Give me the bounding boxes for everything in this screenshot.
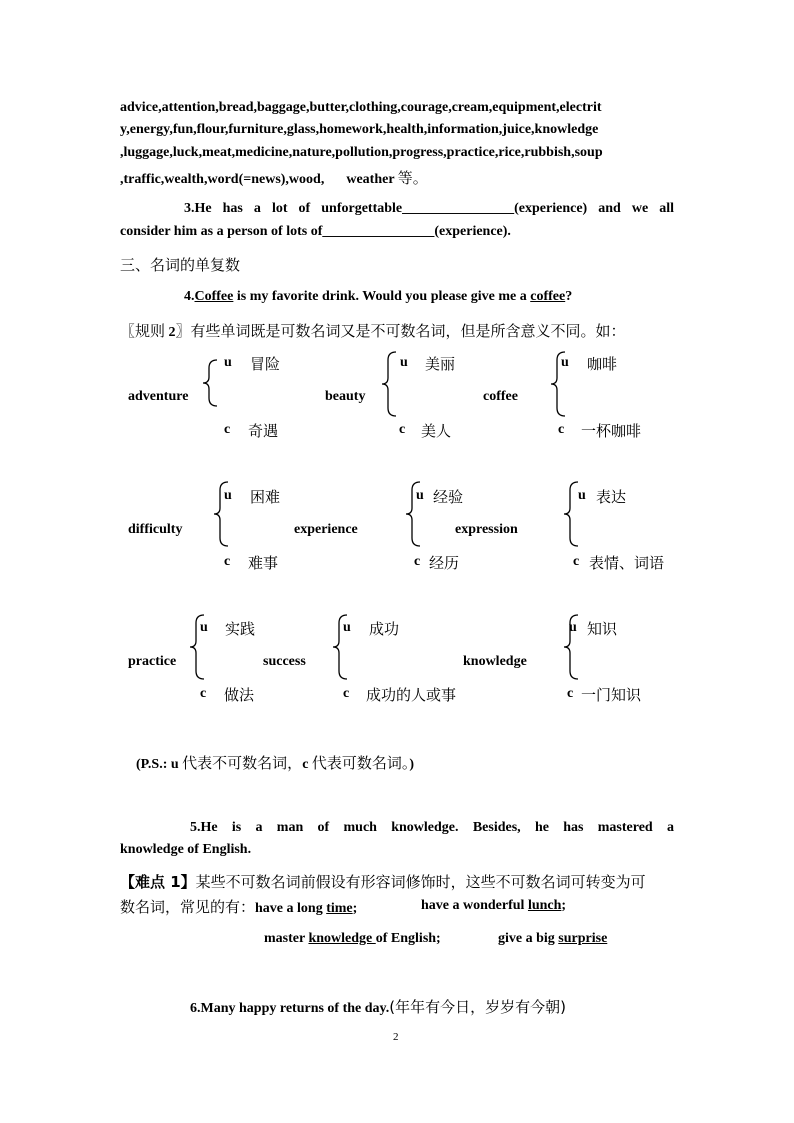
ex3-underlined: knowledge (308, 931, 376, 946)
practice-u-label: u (200, 620, 208, 635)
difficulty-c-meaning: 难事 (248, 554, 279, 572)
noun-list-line-3: ,luggage,luck,meat,medicine,nature,pollution,progress,practice,rice,rubbish,soup (120, 145, 603, 160)
rule-2-bracket-open: 〖规则 (120, 322, 166, 340)
ex2-a: have a wonderful (421, 898, 528, 913)
ex4-underlined: surprise (558, 931, 608, 946)
q5-line-2: knowledge of English. (120, 842, 252, 857)
coffee-u-meaning: 咖啡 (587, 355, 618, 373)
ex1-b: ; (352, 901, 358, 916)
ps-prefix: (P.S.: u (136, 757, 183, 772)
ps-mid: c (302, 757, 312, 772)
difficulty-u-label: u (224, 488, 232, 503)
q6 (190, 996, 566, 1017)
word-difficulty: difficulty (128, 522, 183, 537)
beauty-c-meaning: 美人 (421, 422, 452, 440)
word-expression: expression (455, 522, 518, 537)
coffee-c-label: c (558, 422, 565, 437)
word-experience: experience (294, 522, 358, 537)
ex1-underlined: time (326, 901, 353, 916)
q6-cn: (年年有今日，岁岁有今朝) (389, 998, 566, 1016)
practice-c-label: c (200, 686, 207, 701)
q4-end: ? (565, 289, 573, 304)
ps-end: ) (409, 757, 415, 772)
ps-text-2: 代表可数名词。 (311, 754, 410, 772)
q6-en: 6.Many happy returns of the day. (190, 1001, 390, 1016)
ex3-b: of English; (375, 931, 441, 946)
word-knowledge: knowledge (463, 654, 527, 669)
experience-u-label: u (416, 488, 424, 503)
q3-line1-blank: ________________ (402, 201, 515, 216)
q4-sentence (184, 289, 572, 305)
q3-line-2 (120, 224, 511, 240)
beauty-u-meaning: 美丽 (425, 355, 456, 373)
q4-coffee-2: coffee (530, 289, 566, 304)
difficulty-1 (120, 871, 646, 892)
knowledge-u-meaning: 知识 (587, 620, 618, 638)
page-number: 2 (393, 1031, 399, 1043)
example-3 (264, 931, 441, 947)
adventure-c-meaning: 奇遇 (248, 422, 279, 440)
expression-c-label: c (573, 554, 580, 569)
q3-line2-blank: ________________ (322, 224, 435, 239)
rule-2-text: 有些单词既是可数名词又是不可数名词，但是所含意义不同。如： (190, 322, 626, 340)
practice-u-meaning: 实践 (225, 620, 256, 638)
success-c-meaning: 成功的人或事 (366, 686, 457, 704)
experience-c-meaning: 经历 (429, 554, 460, 572)
word-coffee: coffee (483, 389, 518, 404)
rule-2-bracket-close: 〗 (175, 322, 191, 340)
word-success: success (263, 654, 306, 669)
success-u-label: u (343, 620, 351, 635)
noun-list-line-4 (120, 167, 428, 188)
noun-list-line-1: advice,attention,bread,baggage,butter,clothing,courage,cream,equipment,electrit (120, 100, 602, 115)
knowledge-u-label: u (569, 620, 577, 635)
beauty-u-label: u (400, 355, 408, 370)
expression-u-meaning: 表达 (596, 488, 627, 506)
example-4 (498, 931, 607, 947)
ps-note (136, 752, 414, 773)
success-c-label: c (343, 686, 350, 701)
experience-u-meaning: 经验 (433, 488, 464, 506)
ex3-a: master (264, 931, 309, 946)
expression-c-meaning: 表情、词语 (589, 554, 665, 572)
adventure-u-label: u (224, 355, 232, 370)
difficulty-1-text: 某些不可数名词前假设有形容词修饰时，这些不可数名词可转变为可 (195, 873, 646, 891)
word-practice: practice (128, 654, 177, 669)
knowledge-c-label: c (567, 686, 574, 701)
noun-list-line-2: y,energy,fun,flour,furniture,glass,homework,health,information,juice,knowledge (120, 122, 599, 137)
section-heading: 三、名词的单复数 (120, 256, 241, 274)
brace-icon (201, 358, 221, 408)
adventure-u-meaning: 冒险 (250, 355, 281, 373)
example-2 (421, 898, 566, 914)
brace-icon (380, 350, 400, 418)
beauty-c-label: c (399, 422, 406, 437)
noun-list-line-4-a: ,traffic,wealth,word(=news),wood, (120, 172, 325, 187)
experience-c-label: c (414, 554, 421, 569)
rule-2-num: 2 (165, 325, 176, 340)
q4-prefix: 4. (184, 289, 195, 304)
word-adventure: adventure (128, 389, 189, 404)
q3-line1-b: (experience) and we all (514, 201, 674, 216)
difficulty-u-meaning: 困难 (250, 488, 281, 506)
difficulty-1-line-2 (120, 896, 357, 917)
practice-c-meaning: 做法 (224, 686, 255, 704)
knowledge-c-meaning: 一门知识 (581, 686, 642, 704)
coffee-c-meaning: 一杯咖啡 (581, 422, 642, 440)
rule-2 (120, 320, 626, 341)
ex1-a: have a long (255, 901, 327, 916)
noun-list-line-4-b: weather (346, 172, 395, 187)
success-u-meaning: 成功 (369, 620, 400, 638)
ex2-b: ; (561, 898, 567, 913)
q3-line2-b: (experience). (434, 224, 511, 239)
word-beauty: beauty (325, 389, 366, 404)
q4-coffee-1: Coffee (194, 289, 234, 304)
q3-line1-a: 3.He has a lot of unforgettable (184, 201, 403, 216)
coffee-u-label: u (561, 355, 569, 370)
difficulty-c-label: c (224, 554, 231, 569)
noun-list-line-4-c: 等。 (397, 169, 428, 187)
q3-line2-a: consider him as a person of lots of (120, 224, 323, 239)
difficulty-1-label: 【难点 1】 (120, 873, 196, 891)
q4-middle: is my favorite drink. Would you please give me a (233, 289, 531, 304)
adventure-c-label: c (224, 422, 231, 437)
q3-line-1 (184, 201, 674, 217)
difficulty-1-line2-cn: 数名词，常见的有： (120, 898, 256, 916)
ex4-a: give a big (498, 931, 559, 946)
expression-u-label: u (578, 488, 586, 503)
ex2-underlined: lunch (527, 898, 562, 913)
ps-text-1: 代表不可数名词， (182, 754, 303, 772)
q5-line-1: 5.He is a man of much knowledge. Besides, he has mastered a (190, 820, 674, 835)
